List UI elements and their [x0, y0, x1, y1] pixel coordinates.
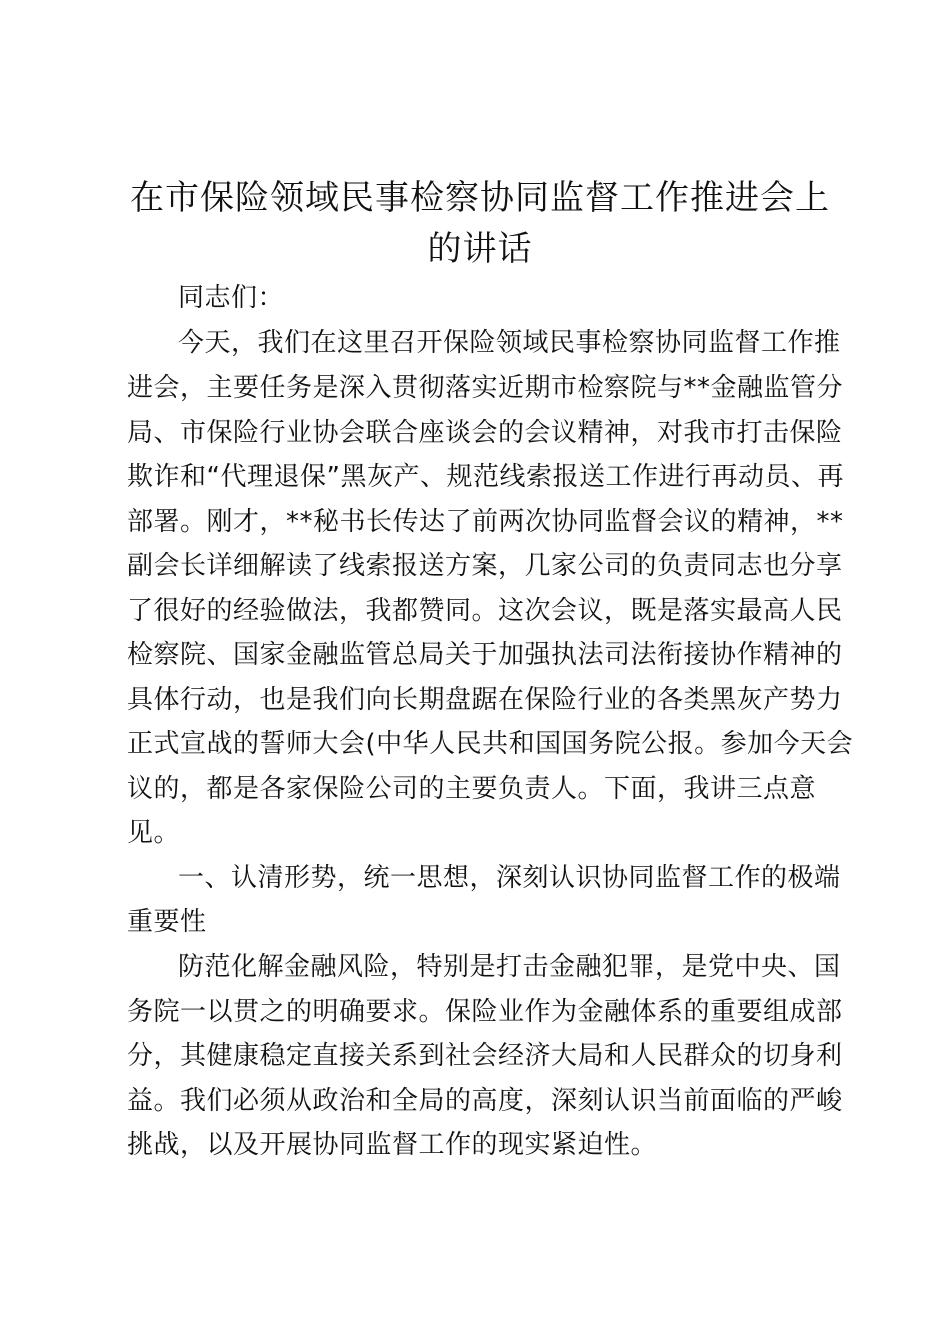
paragraph-2-line: 防范化解金融风险，特别是打击金融犯罪，是党中央、国 [178, 952, 841, 982]
paragraph-1-line: 副会长详细解读了线索报送方案，几家公司的负责同志也分享 [127, 551, 843, 581]
paragraph-2-line: 务院一以贯之的明确要求。保险业作为金融体系的重要组成部 [127, 997, 843, 1027]
paragraph-1-line: 部署。刚才，**秘书长传达了前两次协同监督会议的精神，** [127, 507, 844, 537]
section-heading-1-continued: 重要性 [127, 907, 207, 937]
document-title-line-1: 在市保险领域民事检察协同监督工作推进会上 [130, 178, 830, 218]
paragraph-2-line: 挑战，以及开展协同监督工作的现实紧迫性。 [127, 1130, 658, 1160]
paragraph-1-line: 今天，我们在这里召开保险领域民事检察协同监督工作推 [178, 328, 841, 358]
paragraph-1-line: 正式宣战的誓师大会(中华人民共和国国务院公报。参加今天会 [127, 729, 854, 759]
paragraph-1-line: 见。 [127, 818, 181, 848]
paragraph-1-line: 具体行动，也是我们向长期盘踞在保险行业的各类黑灰产势力 [127, 685, 843, 715]
paragraph-1-line: 了很好的经验做法，我都赞同。这次会议，既是落实最高人民 [127, 596, 843, 626]
paragraph-1-line: 欺诈和“代理退保”黑灰产、规范线索报送工作进行再动员、再 [127, 462, 844, 492]
paragraph-1-line: 局、市保险行业协会联合座谈会的会议精神，对我市打击保险 [127, 418, 843, 448]
document-title-line-2: 的讲话 [427, 229, 533, 269]
paragraph-1-line: 进会，主要任务是深入贯彻落实近期市检察院与**金融监管分 [127, 373, 844, 403]
section-heading-1: 一、认清形势，统一思想，深刻认识协同监督工作的极端 [178, 863, 841, 893]
paragraph-1-line: 议的，都是各家保险公司的主要负责人。下面，我讲三点意 [127, 774, 817, 804]
paragraph-1-line: 检察院、国家金融监管总局关于加强执法司法衔接协作精神的 [127, 640, 843, 670]
paragraph-2-line: 分，其健康稳定直接关系到社会经济大局和人民群众的切身利 [127, 1041, 843, 1071]
paragraph-2-line: 益。我们必须从政治和全局的高度，深刻认识当前面临的严峻 [127, 1086, 843, 1116]
salutation: 同志们： [178, 283, 285, 313]
